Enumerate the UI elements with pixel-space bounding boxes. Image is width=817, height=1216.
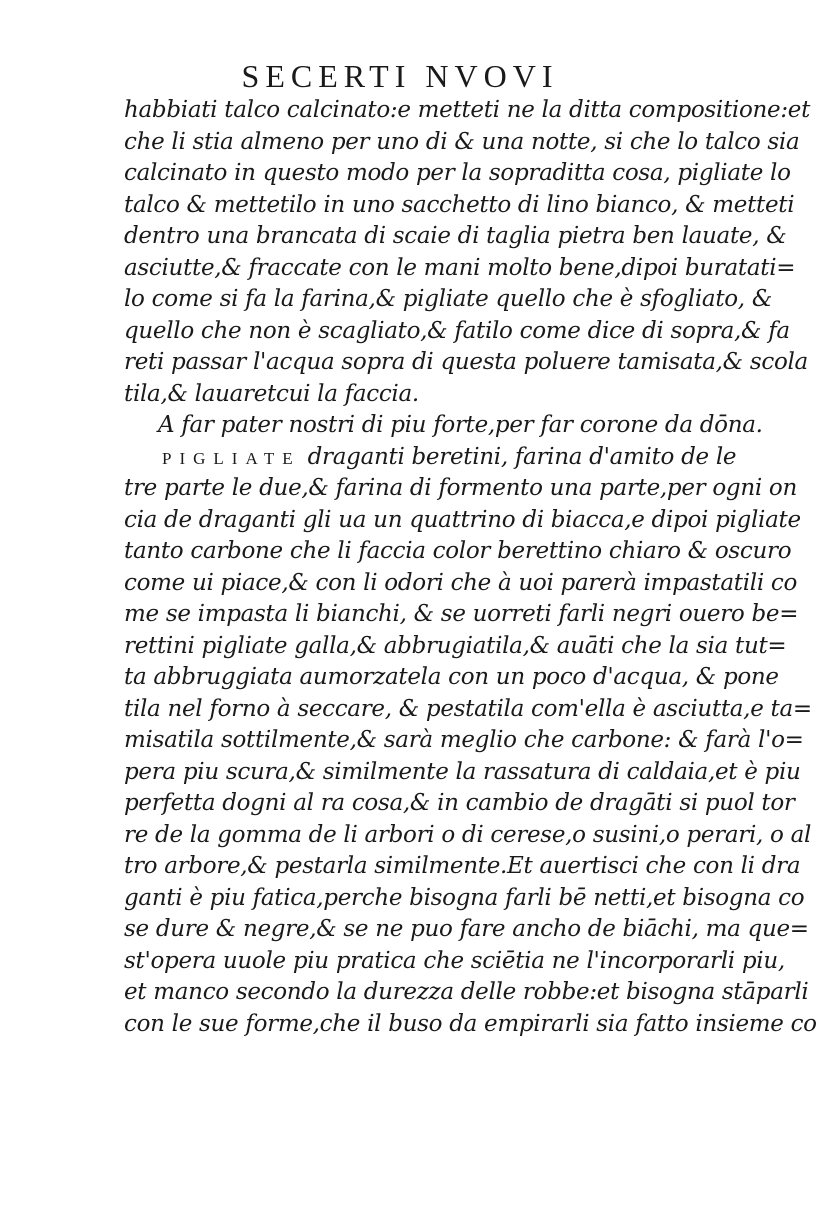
text-line: rettini pigliate galla,& abbrugiatila,& auāti che la sia tut= — [124, 632, 787, 659]
text-line: re de la gomma de li arbori o di cerese,o susini,o perari, o al — [124, 821, 812, 848]
text-line: tila nel forno à seccare, & pestatila com'ella è asciutta,e ta= — [124, 695, 812, 722]
body-text — [124, 95, 817, 1040]
text-line: talco & mettetilo in uno sacchetto di lino bianco, & metteti — [124, 191, 795, 218]
text-line: quello che non è scagliato,& fatilo come dice di sopra,& fa — [124, 317, 790, 344]
text-line: me se impasta li bianchi, & se uorreti farli negri ouero be= — [124, 601, 799, 627]
text-line: ganti è piu fatica,perche bisogna farli bē netti,et bisogna co — [124, 884, 805, 911]
text-line: perfetta dogni al ra cosa,& in cambio de dragāti si puol tor — [124, 790, 795, 816]
text-line: misatila sottilmente,& sarà meglio che carbone: & farà l'o= — [124, 727, 804, 753]
paragraph-2 — [124, 473, 817, 1040]
text-line: dentro una brancata di scaie di taglia pietra ben lauate, & — [124, 223, 787, 249]
text-line: tanto carbone che li faccia color berettino chiaro & oscuro — [124, 538, 792, 564]
text-line: calcinato in questo modo per la sopraditta cosa, pigliate lo — [124, 160, 791, 186]
text-line: cia de draganti gli ua un quattrino di biacca,e dipoi pigliate — [124, 506, 801, 533]
recipe-title: A far pater nostri di piu forte,per far corone da dōna. — [158, 412, 763, 438]
text-line: con le sue forme,che il buso da empirarli sia fatto insieme co — [124, 1010, 817, 1037]
text-line: st'opera uuole piu pratica che sciētia ne l'incorporarli piu, — [124, 947, 785, 974]
paragraph-1 — [124, 95, 811, 410]
text-line: tre parte le due,& farina di formento una parte,per ogni on — [124, 475, 797, 501]
text-line: tro arbore,& pestarla similmente.Et auertisci che con li dra — [124, 853, 801, 879]
text-line: habbiati talco calcinato:e metteti ne la ditta compositione:et — [124, 97, 811, 123]
text-line: se dure & negre,& se ne puo fare ancho de biāchi, ma que= — [124, 916, 809, 942]
running-head: SECERTI NVOVI — [241, 58, 559, 94]
text-line: et manco secondo la durezza delle robbe:et bisogna stāparli — [124, 979, 809, 1005]
recipe-first-line — [124, 442, 737, 474]
text-line: tila,& lauaretcui la faccia. — [124, 380, 419, 407]
text-line: lo come si fa la farina,& pigliate quello che è sfogliato, & — [124, 286, 773, 312]
text-line: pera piu scura,& similmente la rassatura di caldaia,et è piu — [124, 758, 801, 785]
text-line: ta abbruggiata aumorzatela con un poco d'acqua, & pone — [124, 664, 779, 690]
text-line: che li stia almeno per uno di & una notte, si che lo talco sia — [124, 128, 800, 155]
recipe-first-line-rest: draganti beretini, farina d'amito de le — [307, 443, 737, 470]
text-line: come ui piace,& con li odori che à uoi parerà impastatili co — [124, 569, 798, 596]
text-line: asciutte,& fraccate con le mani molto bene,dipoi buratati= — [124, 254, 796, 281]
text-line: reti passar l'acqua sopra di questa poluere tamisata,& scola — [124, 349, 808, 375]
recipe-first-word: PIGLIATE — [162, 448, 301, 468]
